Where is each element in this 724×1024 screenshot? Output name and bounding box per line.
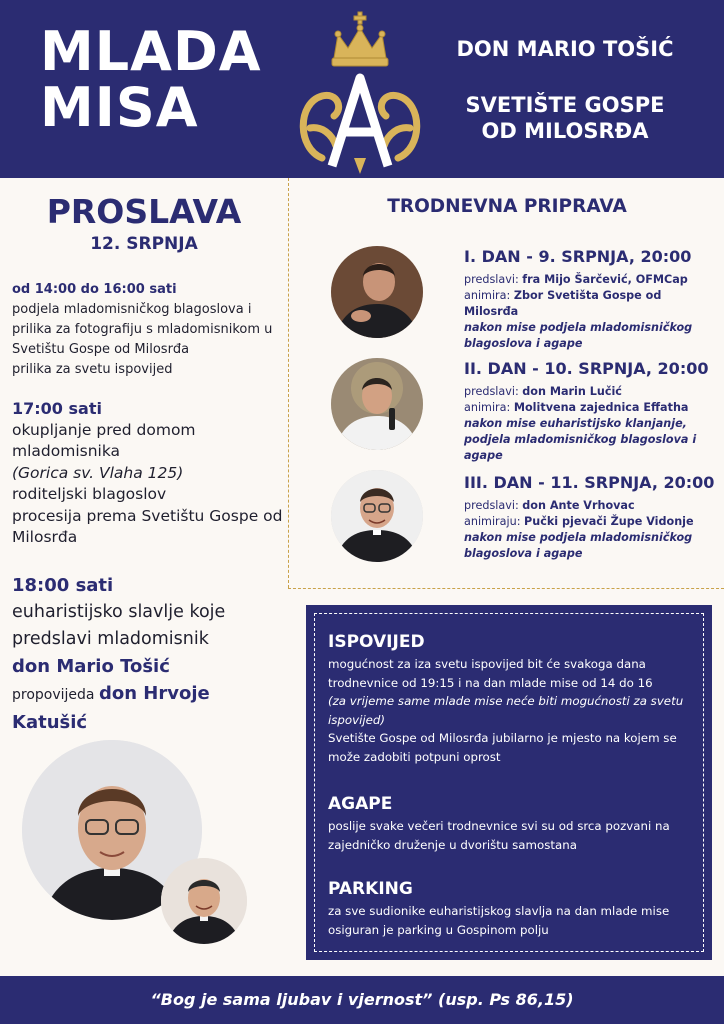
footer-quote: “Bog je sama ljubav i vjernost” (usp. Ps 86,15) [0,976,724,1024]
preacher-photo [161,858,247,944]
vertical-divider [288,178,289,588]
day2-details [464,358,719,464]
day2-presider-photo [331,358,423,450]
ispovijed-text: mogućnost za iza svetu ispovijed bit će svakoga dana trodnevnice od 19:15 i na dan mlade mise od 14 do 16 [328,657,653,690]
day2-presider-line [464,384,719,400]
block1-line: podjela mladomisničkog blagoslova i [12,302,252,317]
block3-preacher-line [12,680,284,738]
day1-presider: fra Mijo Šarčević, OFMCap [522,273,688,286]
preacher-label: propovijeda [12,687,95,703]
info-box [306,605,712,960]
title-line-1: MLADA [40,20,262,83]
day1-animator-line [464,288,719,320]
day2-animator: Molitvena zajednica Effatha [513,401,689,414]
animator-label: animiraju: [464,515,521,528]
ispovijed-heading: ISPOVIJED [328,632,425,652]
horizontal-divider [288,588,724,589]
day1-heading: I. DAN - 9. SRPNJA, 20:00 [464,247,692,266]
shrine-line-2: OD MILOSRĐA [481,119,649,143]
header-right [420,36,710,144]
day1-note: nakon mise podjela mladomisničkog blagoslova i agape [464,321,693,350]
block3-time: 18:00 sati [12,575,114,596]
presider-label: predslavi: [464,385,519,398]
block1-time: od 14:00 do 16:00 sati [12,282,177,297]
block3-line: predslavi mladomisnik [12,629,209,649]
header-banner [0,0,724,178]
ispovijed-note: (za vrijeme same mlade mise neće biti mogućnosti za svetu ispovijed) [328,694,684,727]
crowned-marian-monogram-icon [292,8,428,174]
block3-line: euharistijsko slavlje koje [12,602,226,622]
schedule-block-3 [12,572,284,738]
day3-heading: III. DAN - 11. SRPNJA, 20:00 [464,473,715,492]
day1-details [464,246,719,352]
agape-section [328,793,698,854]
presider-label: predslavi: [464,499,519,512]
day3-animator-line [464,514,719,530]
day2-animator-line [464,400,719,416]
day3-animator: Pučki pjevači Župe Vidonje [524,515,694,528]
block2-line: mladomisnika [12,442,121,460]
parking-text: za sve sudionike euharistijskog slavlja na dan mlade mise osiguran je parking u Gospinom polju [328,904,670,937]
priest-name: DON MARIO TOŠIĆ [456,37,674,61]
day2-note: nakon mise euharistijsko klanjanje, podjela mladomisničkog blagoslova i agape [464,417,697,462]
preacher-name: don Hrvoje Katušić [12,683,210,733]
presider-label: predslavi: [464,273,519,286]
schedule-block-2 [12,398,284,549]
agape-heading: AGAPE [328,794,393,814]
day3-details [464,472,719,562]
block3-celebrant: don Mario Tošić [12,656,170,677]
block2-time: 17:00 sati [12,399,102,418]
ispovijed-section [328,631,698,766]
event-title [40,20,262,139]
parking-heading: PARKING [328,879,413,899]
animator-label: animira: [464,401,511,414]
proslava-title: PROSLAVA [46,192,242,231]
ispovijed-text-2: Svetište Gospe od Milosrđa jubilarno je mjesto na kojem se može zadobiti potpuni oprost [328,731,677,764]
day1-presider-line [464,272,719,288]
day3-presider-photo [331,470,423,562]
title-line-2: MISA [40,76,199,139]
agape-text: poslije svake večeri trodnevnice svi su od srca pozvani na zajedničko druženje u dvorištu samostana [328,819,670,852]
schedule-block-1 [12,280,284,380]
shrine-line-1: SVETIŠTE GOSPE [465,93,665,117]
proslava-date: 12. SRPNJA [90,234,198,254]
parking-section [328,878,698,939]
block2-address: (Gorica sv. Vlaha 125) [12,463,184,482]
shrine-name [420,92,710,144]
day3-presider-line [464,498,719,514]
day1-animator: Zbor Svetišta Gospe od Milosrđa [464,289,662,318]
day1-presider-photo [331,246,423,338]
day2-heading: II. DAN - 10. SRPNJA, 20:00 [464,359,709,378]
day3-note: nakon mise podjela mladomisničkog blagoslova i agape [464,531,693,560]
block2-line: roditeljski blagoslov [12,485,167,503]
block1-line: prilika za svetu ispovijed [12,362,173,377]
priprava-title: TRODNEVNA PRIPRAVA [387,196,627,217]
day2-presider: don Marin Lučić [522,385,622,398]
block2-line: Milosrđa [12,528,78,546]
animator-label: animira: [464,289,511,302]
day3-presider: don Ante Vrhovac [522,499,635,512]
block2-line: okupljanje pred domom [12,420,196,439]
block1-line: prilika za fotografiju s mladomisnikom u [12,322,273,337]
block2-line: procesija prema Svetištu Gospe od [12,506,283,525]
block1-line: Svetištu Gospe od Milosrđa [12,342,190,357]
